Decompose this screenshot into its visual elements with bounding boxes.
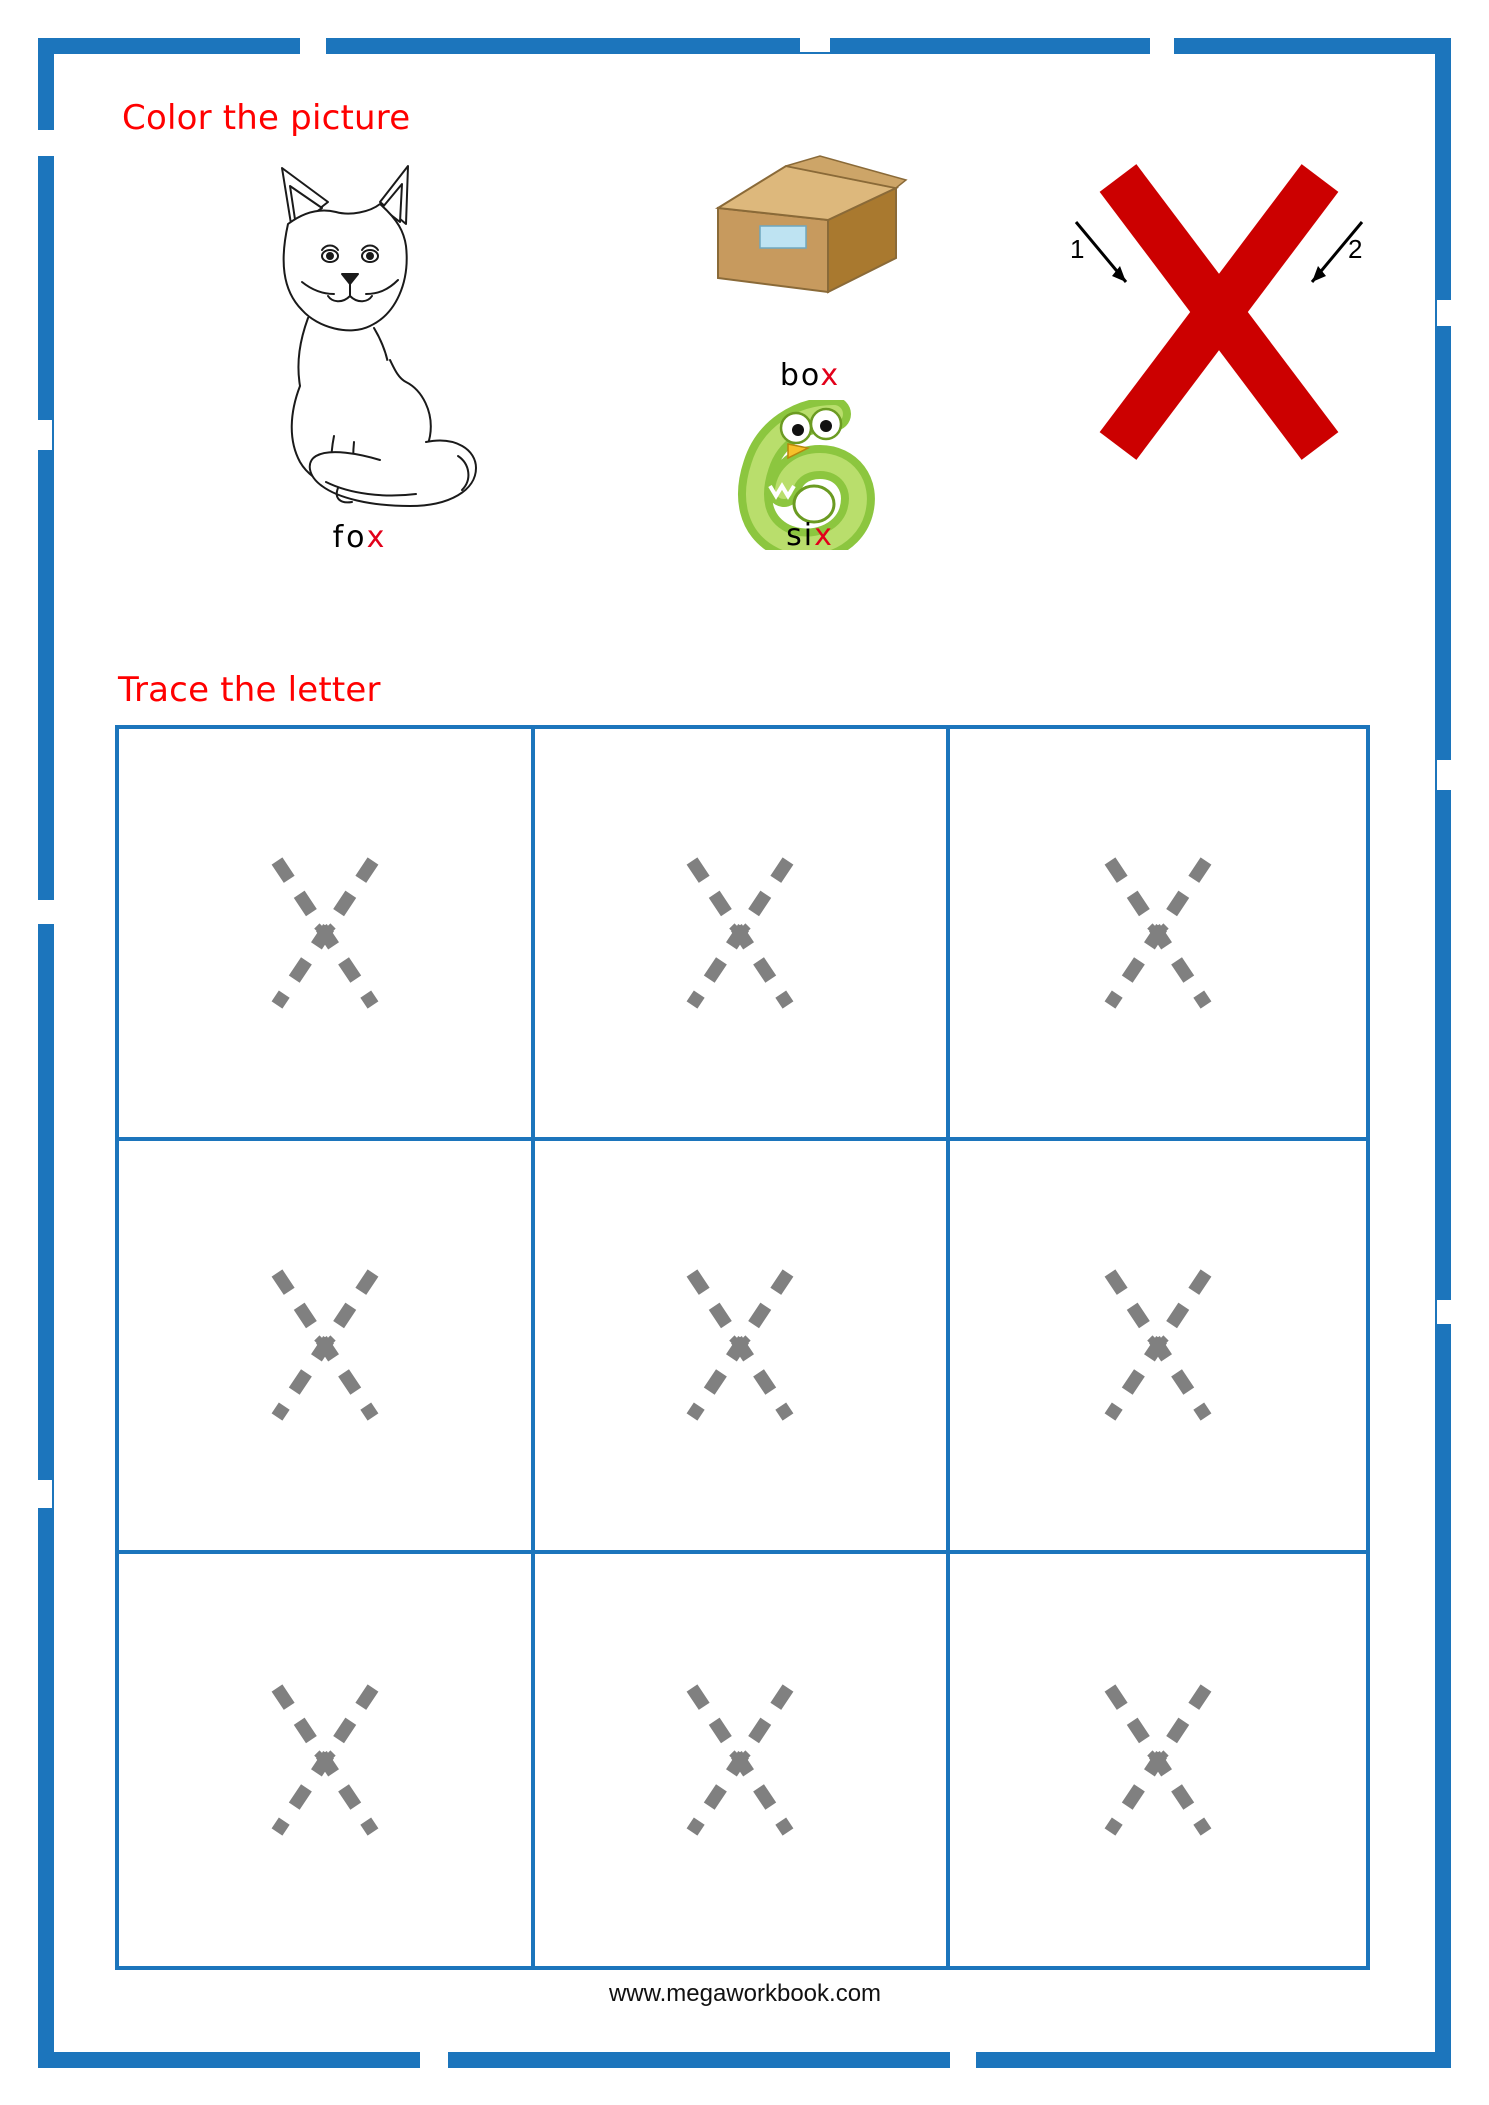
letter-x-stroke-order-icon: [1070, 160, 1370, 490]
trace-cell[interactable]: [950, 1554, 1366, 1966]
box-label-highlight: x: [820, 358, 841, 393]
trace-cell[interactable]: [950, 1141, 1366, 1553]
svg-text:✖: ✖: [727, 1745, 754, 1779]
six-label: [690, 518, 930, 553]
fox-label-prefix: fo: [332, 520, 367, 555]
svg-text:✖: ✖: [1145, 919, 1171, 953]
svg-text:✖: ✖: [312, 1331, 338, 1365]
border-notch: [38, 900, 54, 924]
border-notch: [1437, 1300, 1453, 1324]
border-notch: [420, 2052, 448, 2068]
six-label-prefix: si: [786, 518, 815, 553]
box-label: [690, 358, 930, 393]
box-label-prefix: bo: [779, 358, 821, 393]
svg-text:✖: ✖: [727, 919, 754, 953]
trace-grid: [115, 725, 1370, 1970]
svg-text:✖: ✖: [1145, 1745, 1171, 1779]
fox-label: [230, 520, 490, 555]
border-notch: [1437, 760, 1451, 790]
trace-cell[interactable]: [535, 1554, 951, 1966]
border-notch: [38, 1480, 52, 1508]
stroke-number-2: 2: [1348, 234, 1363, 264]
border-notch: [1150, 38, 1174, 54]
worksheet-content: [80, 70, 1410, 2030]
six-label-highlight: x: [814, 518, 834, 553]
color-the-picture-title: Color the picture: [122, 98, 411, 138]
trace-cell[interactable]: [119, 1141, 535, 1553]
border-notch: [38, 420, 52, 450]
border-notch: [1437, 300, 1453, 326]
fox-icon: [230, 150, 490, 510]
svg-text:✖: ✖: [312, 1745, 338, 1779]
trace-the-letter-title: Trace the letter: [118, 670, 381, 710]
trace-cell[interactable]: [119, 729, 535, 1141]
border-notch: [800, 38, 830, 52]
border-notch: [950, 2052, 976, 2068]
stroke-number-1: 1: [1070, 234, 1085, 264]
website-footer: www.megaworkbook.com: [608, 1980, 882, 2007]
trace-cell[interactable]: [535, 729, 951, 1141]
trace-cell[interactable]: [950, 729, 1366, 1141]
border-notch: [300, 38, 326, 54]
svg-text:✖: ✖: [312, 919, 338, 953]
box-icon: [700, 150, 920, 300]
border-notch: [38, 130, 56, 156]
picture-row: [80, 140, 1410, 640]
svg-text:✖: ✖: [1145, 1331, 1171, 1365]
svg-text:✖: ✖: [727, 1331, 754, 1365]
trace-cell[interactable]: [535, 1141, 951, 1553]
fox-label-highlight: x: [366, 520, 388, 555]
trace-cell[interactable]: [119, 1554, 535, 1966]
